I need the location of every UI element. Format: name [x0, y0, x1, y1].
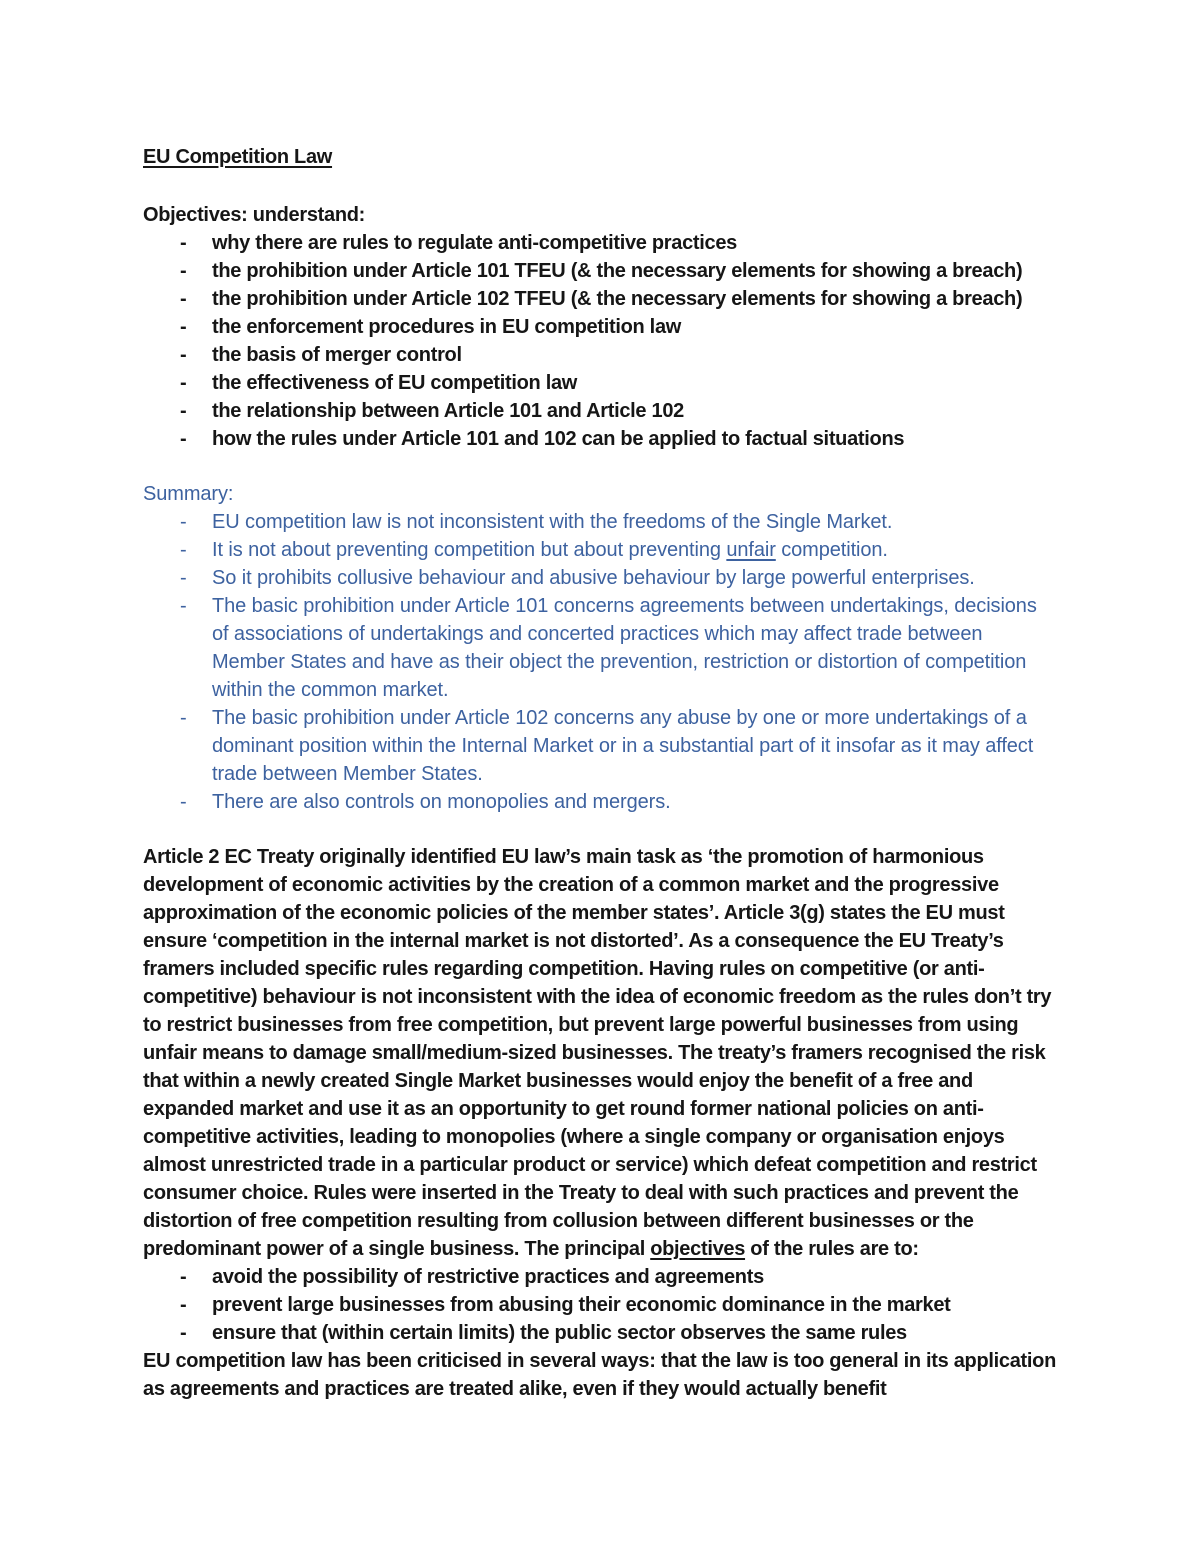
summary-item [143, 592, 1058, 704]
principal-objectives-item [143, 1319, 1058, 1347]
summary-item [143, 704, 1058, 788]
principal-objectives-item-text: avoid the possibility of restrictive practices and agreements [212, 1266, 764, 1288]
principal-objectives-item [143, 1291, 1058, 1319]
dash-marker: - [180, 1266, 187, 1288]
dash-marker: - [180, 288, 187, 310]
summary-item [143, 508, 1058, 536]
main-paragraph: Article 2 EC Treaty originally identified EU law’s main task as ‘the promotion of harmonious development of economic activities by the creation of a common market and the progressive approximation of the economic policies of the member states’. Article 3(g) states the EU must ensure ‘competition in the internal market is not distorted’. As a consequence the EU Treaty’s framers included specific rules regarding competition. Having rules on competitive (or anti-competitive) behaviour is not inconsistent with the idea of economic freedom as the rules don’t try to restrict businesses from free competition, but prevent large powerful businesses from using unfair means to damage small/medium-sized businesses. The treaty’s framers recognised the risk that within a newly created Single Market businesses would enjoy the benefit of a free and expanded market and use it as an opportunity to get round former national policies on anti-competitive activities, leading to monopolies (where a single company or organisation enjoys almost unrestricted trade in a particular product or service) which defeat competition and restrict consumer choice. Rules were inserted in the Treaty to deal with such practices and prevent the distortion of free competition resulting from collusion between different businesses or the predominant power of a single business. The principal objectives of the rules are to: [143, 846, 1052, 1260]
objectives-item [143, 229, 1058, 257]
objectives-item-text: the prohibition under Article 102 TFEU (& the necessary elements for showing a breach) [212, 288, 1023, 310]
objectives-item-text: the effectiveness of EU competition law [212, 372, 578, 394]
closing-paragraph: EU competition law has been criticised in several ways: that the law is too general in its application as agreements and practices are treated alike, even if they would actually benefit [143, 1350, 1056, 1400]
dash-marker: - [180, 567, 187, 589]
principal-objectives-item-text: ensure that (within certain limits) the public sector observes the same rules [212, 1322, 907, 1344]
summary-item-text: So it prohibits collusive behaviour and abusive behaviour by large powerful enterprises. [212, 567, 975, 589]
dash-marker: - [180, 1322, 187, 1344]
principal-objectives-list [143, 1263, 1058, 1347]
summary-item-text: There are also controls on monopolies and mergers. [212, 791, 671, 813]
summary-list [143, 508, 1058, 816]
objectives-item [143, 397, 1058, 425]
dash-marker: - [180, 595, 187, 617]
summary-item-text: The basic prohibition under Article 101 concerns agreements between undertakings, decisions of associations of undertakings and concerted practices which may affect trade between Member States and have as their object the prevention, restriction or distortion of competition within the common market. [212, 595, 1037, 701]
objectives-item [143, 341, 1058, 369]
dash-marker: - [180, 260, 187, 282]
objectives-item-text: the relationship between Article 101 and Article 102 [212, 400, 684, 422]
summary-item [143, 536, 1058, 564]
dash-marker: - [180, 511, 187, 533]
objectives-item [143, 313, 1058, 341]
objectives-item-text: the prohibition under Article 101 TFEU (& the necessary elements for showing a breach) [212, 260, 1023, 282]
dash-marker: - [180, 400, 187, 422]
objectives-list [143, 229, 1058, 453]
dash-marker: - [180, 316, 187, 338]
principal-objectives-item [143, 1263, 1058, 1291]
objectives-item [143, 257, 1058, 285]
objectives-item-text: how the rules under Article 101 and 102 can be applied to factual situations [212, 428, 905, 450]
summary-section [143, 480, 1058, 816]
summary-item [143, 564, 1058, 592]
summary-item-text: The basic prohibition under Article 102 concerns any abuse by one or more undertakings of a dominant position within the Internal Market or in a substantial part of it insofar as it may affect trade between Member States. [212, 707, 1034, 785]
dash-marker: - [180, 539, 187, 561]
document-title: EU Competition Law [143, 146, 333, 168]
summary-item [143, 788, 1058, 816]
summary-heading: Summary: [143, 483, 234, 505]
objectives-item [143, 369, 1058, 397]
dash-marker: - [180, 232, 187, 254]
dash-marker: - [180, 1294, 187, 1316]
objectives-item-text: why there are rules to regulate anti-competitive practices [212, 232, 738, 254]
dash-marker: - [180, 707, 187, 729]
dash-marker: - [180, 428, 187, 450]
objectives-item [143, 425, 1058, 453]
summary-item-text: EU competition law is not inconsistent with the freedoms of the Single Market. [212, 511, 893, 533]
principal-objectives-item-text: prevent large businesses from abusing their economic dominance in the market [212, 1294, 951, 1316]
objectives-item [143, 285, 1058, 313]
dash-marker: - [180, 791, 187, 813]
dash-marker: - [180, 372, 187, 394]
summary-item-text: It is not about preventing competition but about preventing unfair competition. [212, 539, 888, 561]
objectives-item-text: the enforcement procedures in EU competition law [212, 316, 682, 338]
dash-marker: - [180, 344, 187, 366]
objectives-item-text: the basis of merger control [212, 344, 462, 366]
objectives-heading: Objectives: understand: [143, 204, 366, 226]
